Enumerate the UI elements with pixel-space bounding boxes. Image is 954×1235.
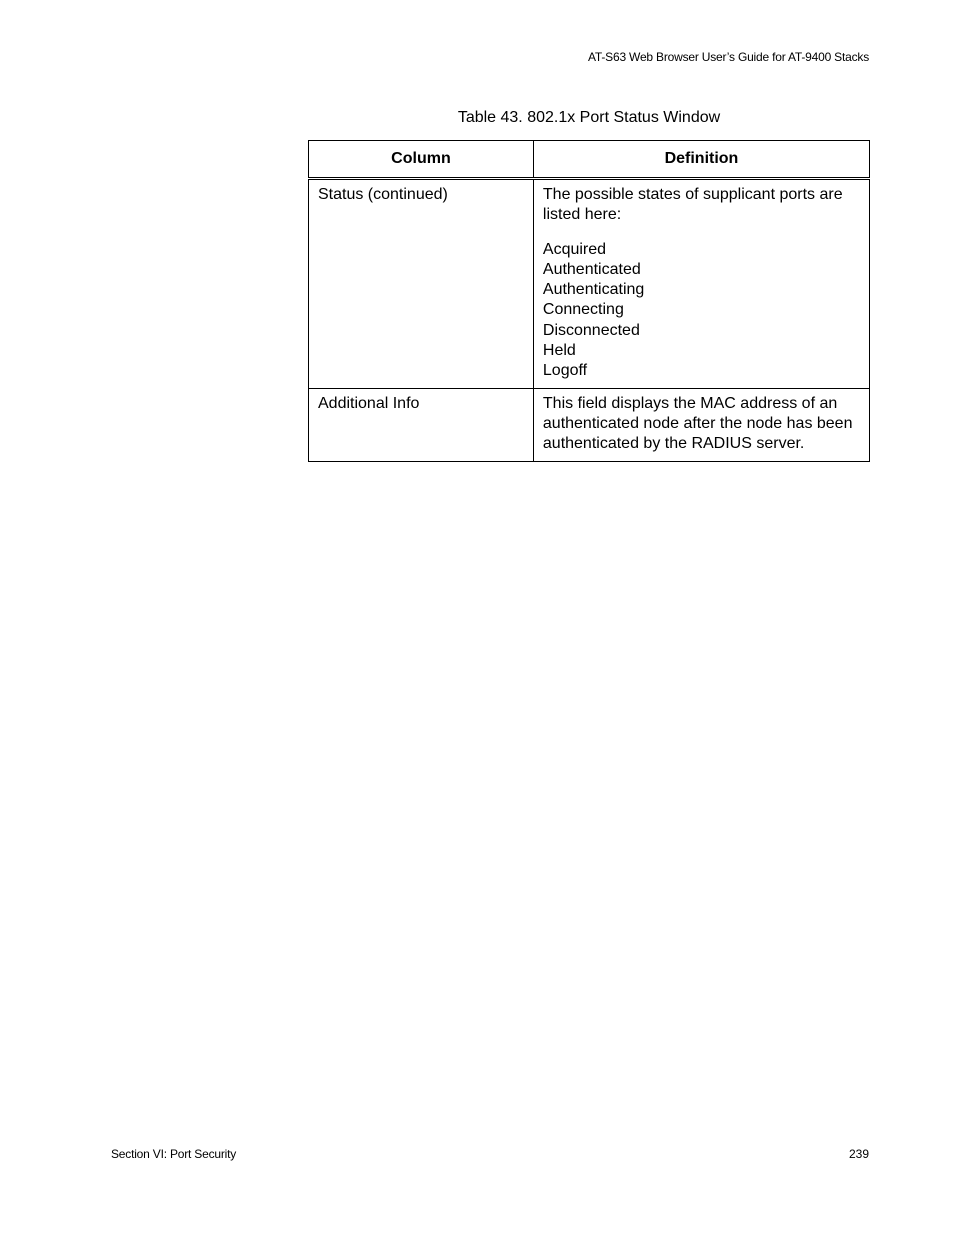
port-status-table <box>308 140 870 462</box>
row-definition-cell <box>533 179 869 389</box>
table-header-row <box>309 141 870 179</box>
running-header: AT-S63 Web Browser User’s Guide for AT-9400 Stacks <box>587 50 869 64</box>
table-row <box>309 388 870 461</box>
footer-section: Section VI: Port Security <box>111 1147 237 1161</box>
column-header: Column <box>309 141 534 179</box>
list-item: Disconnected <box>542 321 640 339</box>
row-column-cell: Additional Info <box>309 388 534 461</box>
list-item: Connecting <box>542 301 624 319</box>
state-list-block <box>543 240 860 382</box>
supplicant-states-list <box>543 240 860 382</box>
page-number: 239 <box>848 1147 869 1161</box>
list-item: Logoff <box>542 362 588 380</box>
list-item: Authenticating <box>542 281 645 299</box>
definition-text: This field displays the MAC address of an authenticated node after the node has been authenticated by the RADIUS server. <box>542 394 853 453</box>
definition-header: Definition <box>533 141 869 179</box>
row-definition-cell <box>533 388 869 461</box>
table-row <box>309 179 870 389</box>
list-item: Authenticated <box>542 260 641 278</box>
list-item: Held <box>542 342 576 360</box>
definition-text: The possible states of supplicant ports are listed here: <box>542 186 843 224</box>
list-item: Acquired <box>542 240 607 258</box>
row-column-cell: Status (continued) <box>309 179 534 389</box>
table-caption: Table 43. 802.1x Port Status Window <box>457 109 721 126</box>
